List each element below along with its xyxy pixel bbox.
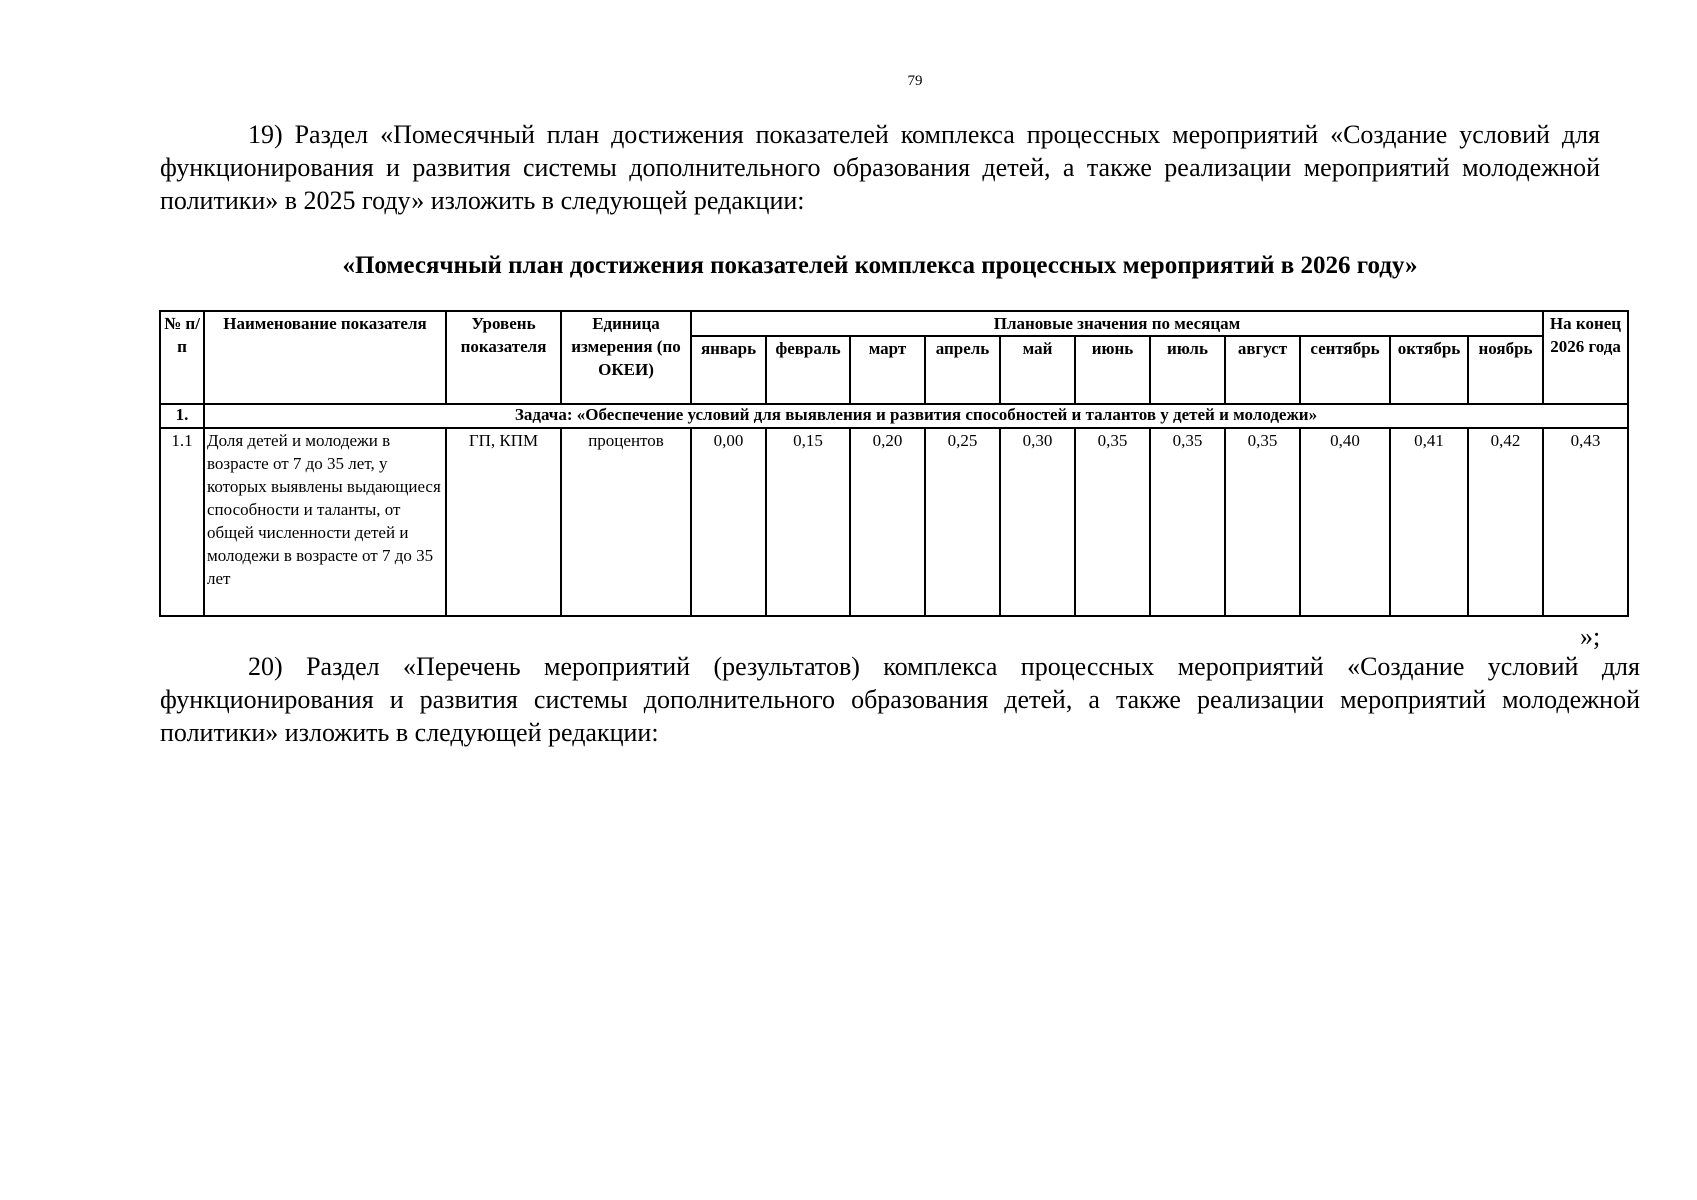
table-header-row — [160, 311, 1628, 336]
value-jun: 0,35 — [1075, 428, 1150, 616]
value-aug: 0,35 — [1225, 428, 1300, 616]
header-month-nov: ноябрь — [1468, 336, 1543, 404]
value-feb: 0,15 — [766, 428, 850, 616]
header-year-end: На конец 2026 года — [1543, 311, 1628, 404]
header-month-oct: октябрь — [1390, 336, 1468, 404]
header-month-feb: февраль — [766, 336, 850, 404]
row-num: 1.1 — [160, 428, 204, 616]
task-text: Задача: «Обеспечение условий для выявления и развития способностей и талантов у детей и молодежи» — [204, 404, 1628, 428]
header-month-may: май — [1000, 336, 1075, 404]
header-month-jul: июль — [1150, 336, 1225, 404]
value-oct: 0,41 — [1390, 428, 1468, 616]
value-mar: 0,20 — [850, 428, 925, 616]
value-may: 0,30 — [1000, 428, 1075, 616]
header-month-sep: сентябрь — [1300, 336, 1390, 404]
value-nov: 0,42 — [1468, 428, 1543, 616]
indicator-level: ГП, КПМ — [446, 428, 561, 616]
header-name: Наименование показателя — [204, 311, 446, 404]
paragraph-19: 19) Раздел «Помесячный план достижения показателей комплекса процессных мероприятий «Создание условий для функционирования и развития системы дополнительного образования детей, а также реализации мероприятий молодежной политики» в 2025 году» изложить в следующей редакции: — [160, 120, 1600, 215]
header-month-mar: март — [850, 336, 925, 404]
value-jul: 0,35 — [1150, 428, 1225, 616]
section-title: «Помесячный план достижения показателей комплекса процессных мероприятий в 2026 году» — [342, 252, 1418, 279]
header-level: Уровень показателя — [446, 311, 561, 404]
indicator-unit: процентов — [561, 428, 691, 616]
header-month-jun: июнь — [1075, 336, 1150, 404]
header-num: № п/п — [160, 311, 204, 404]
indicator-name: Доля детей и молодежи в возрасте от 7 до 35 лет, у которых выявлены выдающиеся способности и таланты, от общей численности детей и молодежи в возрасте от 7 до 35 лет — [204, 428, 446, 616]
value-sep: 0,40 — [1300, 428, 1390, 616]
task-num: 1. — [160, 404, 204, 428]
header-month-aug: август — [1225, 336, 1300, 404]
header-unit: Единица измерения (по ОКЕИ) — [561, 311, 691, 404]
value-jan: 0,00 — [691, 428, 766, 616]
table-row — [160, 428, 1628, 616]
page-number: 79 — [907, 73, 923, 89]
closing-quote-mark: »; — [1580, 622, 1601, 651]
task-row — [160, 404, 1628, 428]
value-apr: 0,25 — [925, 428, 1000, 616]
monthly-plan-table — [159, 310, 1629, 617]
header-month-jan: январь — [691, 336, 766, 404]
value-year-end: 0,43 — [1543, 428, 1628, 616]
header-month-apr: апрель — [925, 336, 1000, 404]
paragraph-20: 20) Раздел «Перечень мероприятий (результатов) комплекса процессных мероприятий «Создание условий для функционирования и развития системы дополнительного образования детей, а также реализации мероприятий молодежной политики» изложить в следующей редакции: — [160, 652, 1640, 747]
header-planned-values: Плановые значения по месяцам — [691, 311, 1543, 336]
